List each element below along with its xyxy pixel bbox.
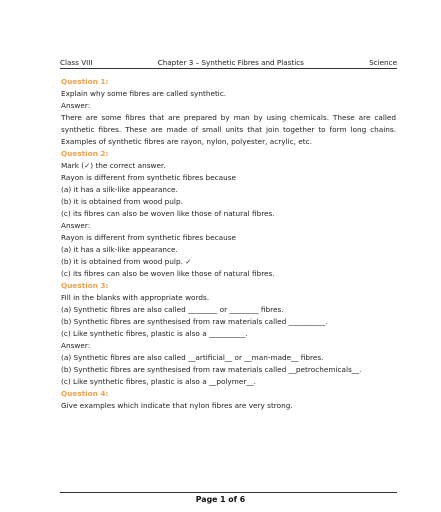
answer-3-label: Answer: — [61, 341, 91, 350]
answer-3-a — [61, 352, 396, 364]
answer-3-a-pre: (a) Synthetic fibres are also called — [61, 353, 189, 362]
question-2-text: Mark (✓) the correct answer. — [61, 161, 166, 170]
answer-2-option-c: (c) its fibres can also be woven like those of natural fibres. — [61, 269, 275, 278]
question-1-text: Explain why some fibres are called synthetic. — [61, 89, 227, 98]
question-4-title: Question 4: — [61, 389, 109, 398]
question-2-title: Question 2: — [61, 149, 109, 158]
question-2-option-c: (c) its fibres can also be woven like those of natural fibres. — [61, 209, 275, 218]
answer-2-label: Answer: — [61, 221, 91, 230]
page-header — [60, 58, 397, 67]
question-4-text: Give examples which indicate that nylon fibres are very strong. — [61, 401, 293, 410]
question-2-stem: Rayon is different from synthetic fibres because — [61, 173, 237, 182]
answer-3-a-fill-2: __man-made__ — [244, 353, 299, 362]
answer-3-c-post: . — [253, 377, 256, 386]
answer-3-c-pre: (c) Like synthetic fibres, plastic is also a — [61, 377, 210, 386]
document-body — [61, 76, 396, 412]
answer-3-a-mid: or — [232, 353, 245, 362]
answer-2-stem: Rayon is different from synthetic fibres because — [61, 233, 237, 242]
class-label: Class VIII — [60, 58, 93, 67]
question-2-option-a: (a) it has a silk-like appearance. — [61, 185, 178, 194]
question-3-blank-b: (b) Synthetic fibres are synthesised from raw materials called __________. — [61, 317, 328, 326]
answer-3-b-fill: __petrochemicals__ — [288, 365, 360, 374]
footer-divider — [60, 492, 397, 493]
answer-3-a-fill-1: __artificial__ — [188, 353, 233, 362]
subject-label: Science — [369, 58, 397, 67]
page-number: Page 1 of 6 — [195, 495, 246, 504]
question-1-title: Question 1: — [61, 77, 109, 86]
answer-1-text: There are some fibres that are prepared by man by using chemicals. These are called synthetic fibres. These are made of small units that join together to form long chains. Examples of synthetic fibres are rayon, nylon, polyester, acrylic, etc. — [61, 113, 396, 146]
chapter-title: Chapter 3 – Synthetic Fibres and Plastics — [157, 58, 304, 67]
answer-3-c — [61, 376, 396, 388]
answer-3-b — [61, 364, 396, 376]
question-3-blank-a: (a) Synthetic fibres are also called ________ or ________ fibres. — [61, 305, 284, 314]
question-3-title: Question 3: — [61, 281, 109, 290]
answer-3-a-post: fibres. — [298, 353, 324, 362]
question-3-blank-c: (c) Like synthetic fibres, plastic is also a __________. — [61, 329, 248, 338]
answer-1-label: Answer: — [61, 101, 91, 110]
answer-3-c-fill: __polymer__ — [209, 377, 254, 386]
answer-2-option-a: (a) it has a silk-like appearance. — [61, 245, 178, 254]
question-3-text: Fill in the blanks with appropriate words. — [61, 293, 210, 302]
answer-3-b-pre: (b) Synthetic fibres are synthesised from raw materials called — [61, 365, 289, 374]
header-divider — [60, 68, 397, 69]
question-2-option-b: (b) it is obtained from wood pulp. — [61, 197, 183, 206]
answer-3-b-post: . — [359, 365, 362, 374]
answer-2-option-b: (b) it is obtained from wood pulp. ✓ — [61, 257, 192, 266]
